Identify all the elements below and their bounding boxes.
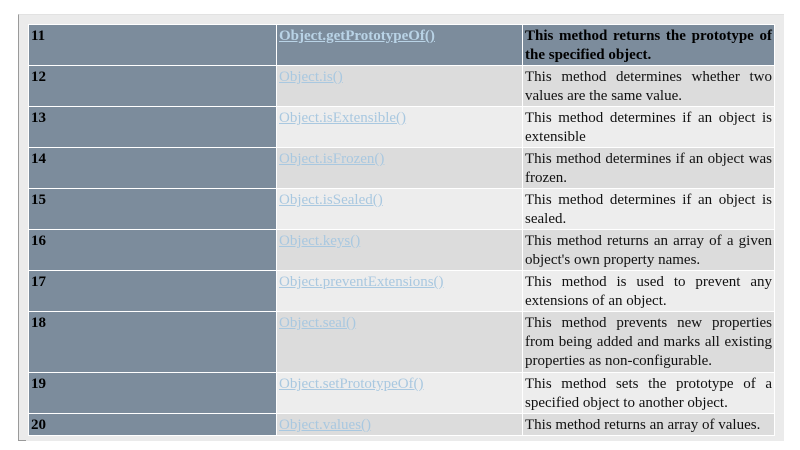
row-number: 16 — [29, 230, 277, 271]
frame-corner-mark — [18, 440, 26, 441]
method-name-cell — [277, 230, 523, 271]
row-number: 14 — [29, 148, 277, 189]
method-link[interactable]: Object.setPrototypeOf() — [279, 376, 424, 392]
table-row — [29, 271, 775, 312]
table-row — [29, 148, 775, 189]
method-description: This method determines if an object is sealed. — [523, 189, 775, 230]
table-row — [29, 66, 775, 107]
method-link[interactable]: Object.isFrozen() — [279, 151, 385, 167]
row-number: 15 — [29, 189, 277, 230]
method-link[interactable]: Object.isExtensible() — [279, 110, 407, 126]
object-methods-table — [28, 24, 775, 436]
method-name-cell — [277, 312, 523, 373]
method-link[interactable]: Object.values() — [279, 417, 372, 433]
row-number: 11 — [29, 25, 277, 66]
table-row — [29, 230, 775, 271]
row-number: 19 — [29, 373, 277, 414]
method-description: This method returns the prototype of the specified object. — [523, 25, 775, 66]
method-description: This method determines if an object is extensible — [523, 107, 775, 148]
method-link[interactable]: Object.is() — [279, 69, 343, 85]
method-name-cell — [277, 107, 523, 148]
method-description: This method determines whether two values are the same value. — [523, 66, 775, 107]
method-name-cell — [277, 189, 523, 230]
method-link[interactable]: Object.preventExtensions() — [279, 274, 444, 290]
method-name-cell — [277, 148, 523, 189]
method-description: This method returns an array of a given object's own property names. — [523, 230, 775, 271]
method-name-cell — [277, 271, 523, 312]
method-description: This method prevents new properties from being added and marks all existing properties as non-configurable. — [523, 312, 775, 373]
method-name-cell — [277, 414, 523, 436]
method-description: This method determines if an object was frozen. — [523, 148, 775, 189]
table-row — [29, 189, 775, 230]
method-description: This method sets the prototype of a specified object to another object. — [523, 373, 775, 414]
table-row — [29, 373, 775, 414]
method-name-cell — [277, 66, 523, 107]
method-name-cell — [277, 25, 523, 66]
row-number: 17 — [29, 271, 277, 312]
table-row — [29, 312, 775, 373]
method-link[interactable]: Object.isSealed() — [279, 192, 383, 208]
table-row — [29, 107, 775, 148]
method-link[interactable]: Object.seal() — [279, 315, 357, 331]
table-row — [29, 414, 775, 436]
row-number: 13 — [29, 107, 277, 148]
method-description: This method returns an array of values. — [523, 414, 775, 436]
table-row — [29, 25, 775, 66]
method-description: This method is used to prevent any extensions of an object. — [523, 271, 775, 312]
method-link[interactable]: Object.keys() — [279, 233, 361, 249]
row-number: 18 — [29, 312, 277, 373]
row-number: 20 — [29, 414, 277, 436]
table-container — [18, 14, 784, 441]
method-name-cell — [277, 373, 523, 414]
row-number: 12 — [29, 66, 277, 107]
method-link[interactable]: Object.getPrototypeOf() — [279, 28, 435, 44]
